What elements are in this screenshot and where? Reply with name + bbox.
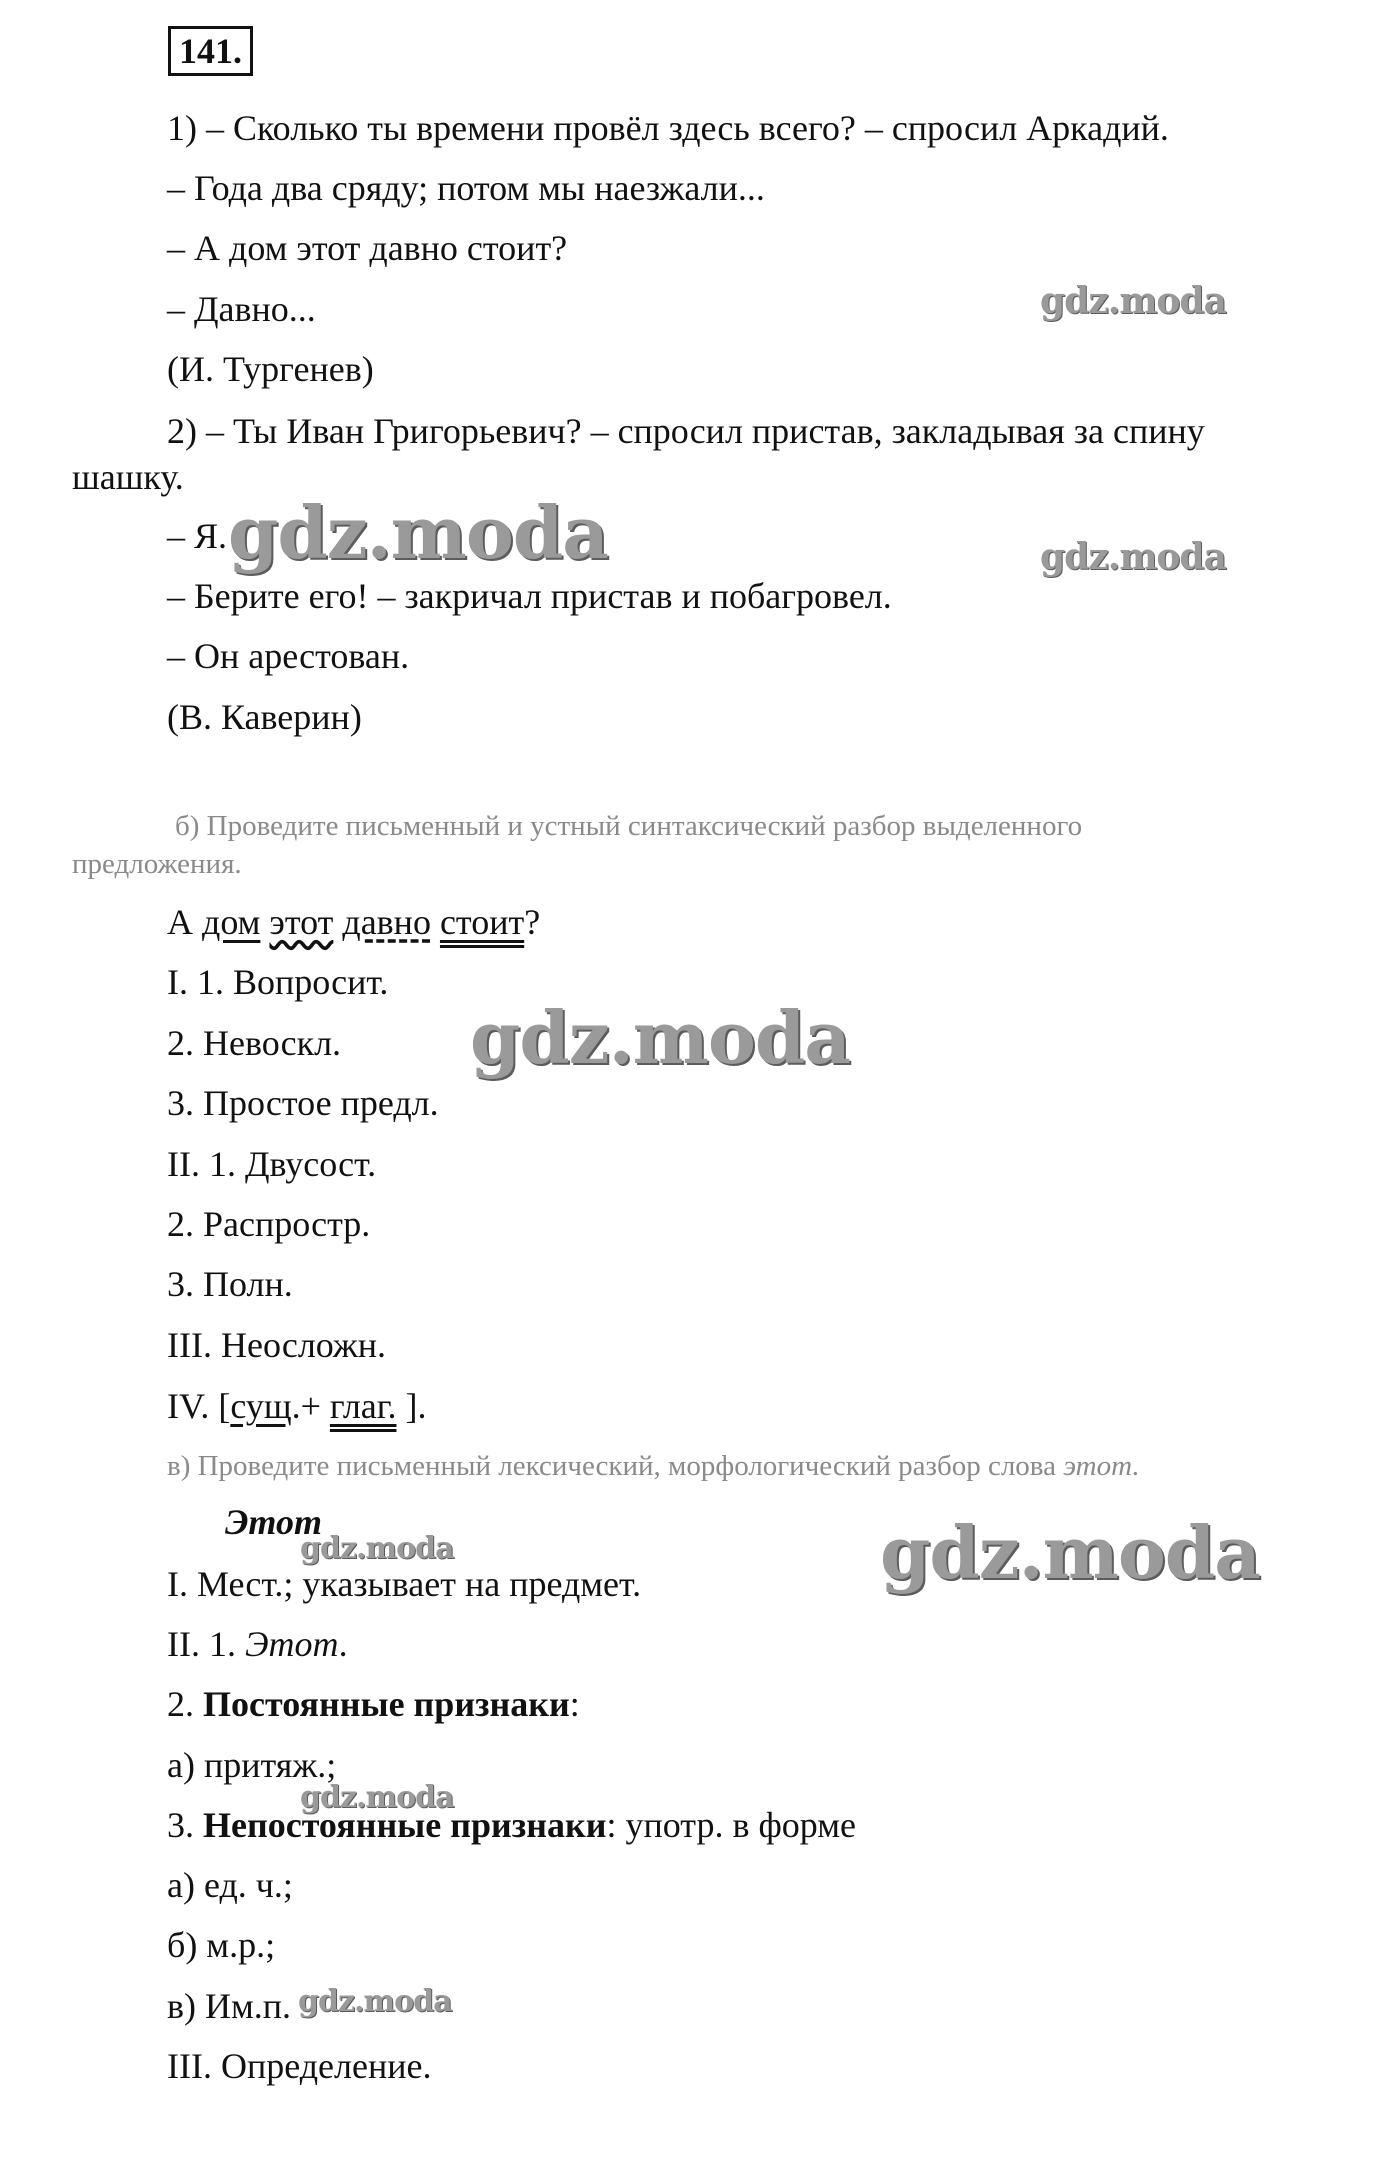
watermark-logo: gdz.moda (298, 1984, 452, 2019)
task-c-instruction (167, 1448, 1140, 1484)
dialogue1-line-1: 1) – Сколько ты времени провёл здесь всего? – спросил Аркадий. (167, 108, 1169, 148)
morph-line-2-word: Этот (244, 1624, 339, 1664)
watermark-logo: gdz.moda (300, 1531, 454, 1566)
scheme-noun: сущ (230, 1386, 292, 1426)
parsed-sentence (167, 900, 540, 944)
scheme-plus: .+ (291, 1386, 330, 1426)
analysis-line-5: 2. Распростр. (167, 1204, 371, 1244)
analysis-line-3: 3. Простое предл. (167, 1083, 439, 1123)
morph-line-8: в) Им.п. (167, 1986, 292, 2026)
sentence-scheme (167, 1384, 426, 1428)
task-b-instruction: б) Проведите письменный и устный синтаксический разбор выделенного (175, 810, 1083, 842)
dialogue2-author: (В. Каверин) (167, 697, 362, 737)
task-c-word: этот. (1063, 1450, 1140, 1482)
analysis-line-4: II. 1. Двусост. (167, 1144, 377, 1184)
watermark-logo: gdz.moda (228, 490, 608, 575)
task-c-text: в) Проведите письменный лексический, морфологический разбор слова (167, 1450, 1064, 1482)
analysis-line-2: 2. Невоскл. (167, 1023, 342, 1063)
morph-line-5-num: 3. (167, 1805, 203, 1845)
scheme-prefix: IV. [ (167, 1386, 231, 1426)
task-number-box: 141. (168, 26, 253, 76)
dialogue2-line-1: 2) – Ты Иван Григорьевич? – спросил пристав, закладывая за спину (167, 411, 1205, 451)
watermark-logo: gdz.moda (1040, 536, 1226, 578)
sentence-word: А (167, 902, 202, 942)
morph-line-2 (167, 1622, 348, 1666)
permanent-features-label: Постоянные признаки (203, 1684, 570, 1724)
morph-line-3 (167, 1682, 580, 1726)
morph-line-2-suffix: . (338, 1624, 348, 1664)
predicate-word: стоит (439, 902, 525, 942)
watermark-logo: gdz.moda (470, 995, 850, 1080)
watermark-logo: gdz.moda (880, 1510, 1260, 1595)
dialogue2-line-3: – Берите его! – закричал пристав и побагровел. (167, 576, 892, 616)
dialogue1-line-3: – А дом этот давно стоит? (167, 228, 568, 268)
dialogue2-line-1-continued: шашку. (72, 457, 184, 497)
watermark-logo: gdz.moda (1040, 280, 1226, 322)
morph-line-5-tail: : употр. в форме (606, 1805, 856, 1845)
analysis-line-1: I. 1. Вопросит. (167, 962, 389, 1002)
attribute-word: этот (269, 902, 334, 942)
dialogue1-author: (И. Тургенев) (167, 349, 374, 389)
morph-line-7: б) м.р.; (167, 1925, 276, 1965)
nonpermanent-features-label: Непостоянные признаки (203, 1805, 607, 1845)
subject-word: дом (202, 902, 261, 942)
analysis-line-6: 3. Полн. (167, 1264, 293, 1304)
watermark-logo: gdz.moda (300, 1780, 454, 1815)
dialogue1-line-2: – Года два сряду; потом мы наезжали... (167, 168, 765, 208)
morph-line-4: а) притяж.; (167, 1745, 337, 1785)
morph-line-5 (167, 1803, 856, 1847)
analysis-line-7: III. Неосложн. (167, 1325, 387, 1365)
sentence-punct: ? (524, 902, 541, 942)
morph-line-3-tail: : (569, 1684, 580, 1724)
scheme-suffix: ]. (396, 1386, 427, 1426)
morph-line-1: I. Мест.; указывает на предмет. (167, 1564, 642, 1604)
dialogue2-line-2: – Я. (167, 516, 228, 556)
morph-heading: Этот (225, 1502, 322, 1542)
morph-line-9: III. Определение. (167, 2046, 432, 2086)
sentence-space (431, 902, 440, 942)
morph-line-6: а) ед. ч.; (167, 1865, 293, 1905)
dialogue2-line-4: – Он арестован. (167, 636, 410, 676)
dialogue1-line-4: – Давно... (167, 289, 316, 329)
morph-line-3-num: 2. (167, 1684, 203, 1724)
scheme-verb: глаг. (329, 1386, 397, 1426)
task-b-instruction-continued: предложения. (72, 848, 242, 880)
adverbial-word: давно (342, 902, 431, 942)
morph-line-2-prefix: II. 1. (167, 1624, 245, 1664)
